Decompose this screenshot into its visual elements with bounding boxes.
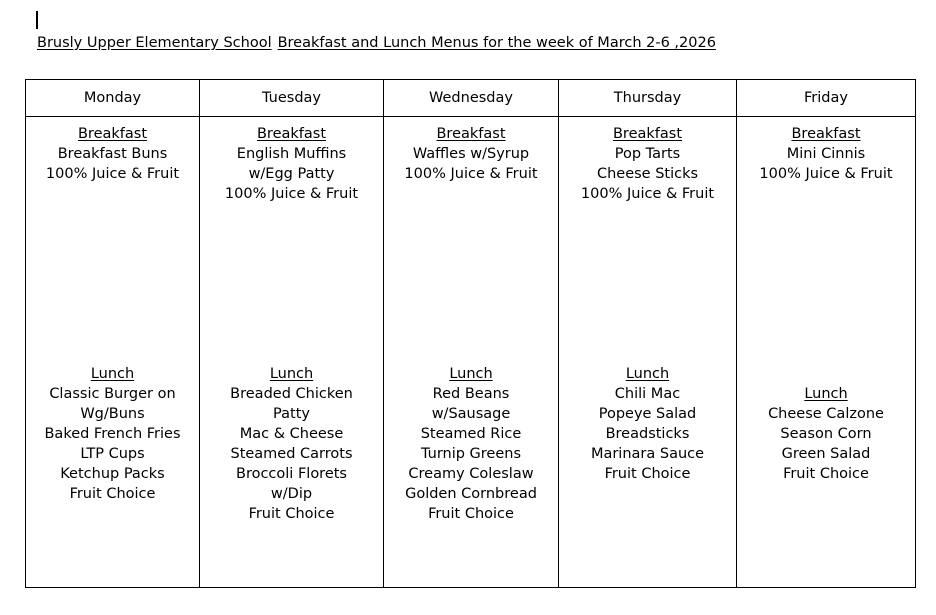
lunch-item: Mac & Cheese (239, 426, 344, 442)
lunch-item: LTP Cups (80, 446, 145, 462)
breakfast-section (384, 124, 558, 184)
breakfast-heading: Breakfast (77, 126, 148, 142)
school-name: Brusly Upper Elementary School (37, 35, 272, 51)
breakfast-section (26, 124, 199, 184)
lunch-heading: Lunch (269, 366, 314, 382)
lunch-item: Fruit Choice (248, 506, 335, 522)
menu-cell-wednesday (384, 117, 559, 588)
breakfast-heading: Breakfast (791, 126, 861, 142)
lunch-item: Breadsticks (605, 426, 690, 442)
breakfast-item: Mini Cinnis (786, 146, 866, 162)
breakfast-item: w/Egg Patty (248, 166, 335, 182)
lunch-item: Steamed Rice (420, 426, 522, 442)
lunch-section (559, 364, 736, 484)
breakfast-item: 100% Juice & Fruit (224, 186, 359, 202)
menu-cell-thursday (559, 117, 737, 588)
lunch-item: Fruit Choice (783, 466, 869, 482)
day-header-thursday: Thursday (559, 80, 737, 117)
menu-row (26, 117, 916, 588)
day-header-friday: Friday (737, 80, 916, 117)
breakfast-item: Breakfast Buns (57, 146, 168, 162)
day-header-monday: Monday (26, 80, 200, 117)
lunch-item: Golden Cornbread (405, 486, 537, 502)
day-header-tuesday: Tuesday (200, 80, 384, 117)
weekly-menu-table (25, 79, 916, 588)
lunch-section (384, 364, 558, 524)
breakfast-item: 100% Juice & Fruit (45, 166, 180, 182)
breakfast-item: Cheese Sticks (596, 166, 699, 182)
lunch-item: Turnip Greens (420, 446, 522, 462)
lunch-item: Red Beans (432, 386, 510, 402)
lunch-item: Fruit Choice (604, 466, 691, 482)
lunch-item: Ketchup Packs (60, 466, 165, 482)
lunch-item: Broccoli Florets (236, 466, 347, 482)
lunch-item: Baked French Fries (44, 426, 181, 442)
lunch-item: Popeye Salad (598, 406, 697, 422)
lunch-item: w/Dip (270, 486, 313, 502)
lunch-item: Patty (273, 406, 310, 422)
breakfast-item: 100% Juice & Fruit (759, 166, 893, 182)
lunch-item: Classic Burger on (49, 386, 176, 402)
lunch-item: Steamed Carrots (230, 446, 353, 462)
breakfast-heading: Breakfast (436, 126, 506, 142)
menu-cell-friday (737, 117, 916, 588)
menu-cell-tuesday (200, 117, 384, 588)
lunch-heading: Lunch (90, 366, 135, 382)
day-header-row (26, 80, 916, 117)
lunch-item: Wg/Buns (80, 406, 145, 422)
lunch-item: Fruit Choice (428, 506, 514, 522)
breakfast-item: 100% Juice & Fruit (404, 166, 538, 182)
lunch-item: Green Salad (781, 446, 871, 462)
lunch-item: Season Corn (780, 426, 872, 442)
lunch-item: Creamy Coleslaw (408, 466, 534, 482)
lunch-item: w/Sausage (431, 406, 511, 422)
breakfast-section (559, 124, 736, 204)
lunch-item: Cheese Calzone (768, 406, 884, 422)
breakfast-item: Waffles w/Syrup (412, 146, 530, 162)
day-header-wednesday: Wednesday (384, 80, 559, 117)
lunch-heading: Lunch (804, 386, 848, 402)
menu-cell-monday (26, 117, 200, 588)
lunch-item: Fruit Choice (69, 486, 156, 502)
menu-title: Breakfast and Lunch Menus for the week of March 2-6 ,2026 (277, 35, 716, 51)
lunch-section (200, 364, 383, 524)
breakfast-heading: Breakfast (256, 126, 327, 142)
document-title (37, 35, 716, 51)
lunch-item: Chili Mac (614, 386, 681, 402)
lunch-item: Marinara Sauce (590, 446, 705, 462)
lunch-item: Breaded Chicken (230, 386, 353, 402)
lunch-heading: Lunch (449, 366, 493, 382)
text-cursor (36, 11, 38, 29)
breakfast-item: English Muffins (236, 146, 347, 162)
lunch-section (26, 364, 199, 504)
lunch-section (737, 384, 915, 484)
breakfast-section (200, 124, 383, 204)
lunch-heading: Lunch (625, 366, 670, 382)
breakfast-heading: Breakfast (612, 126, 683, 142)
breakfast-item: 100% Juice & Fruit (580, 186, 715, 202)
breakfast-section (737, 124, 915, 184)
breakfast-item: Pop Tarts (614, 146, 681, 162)
